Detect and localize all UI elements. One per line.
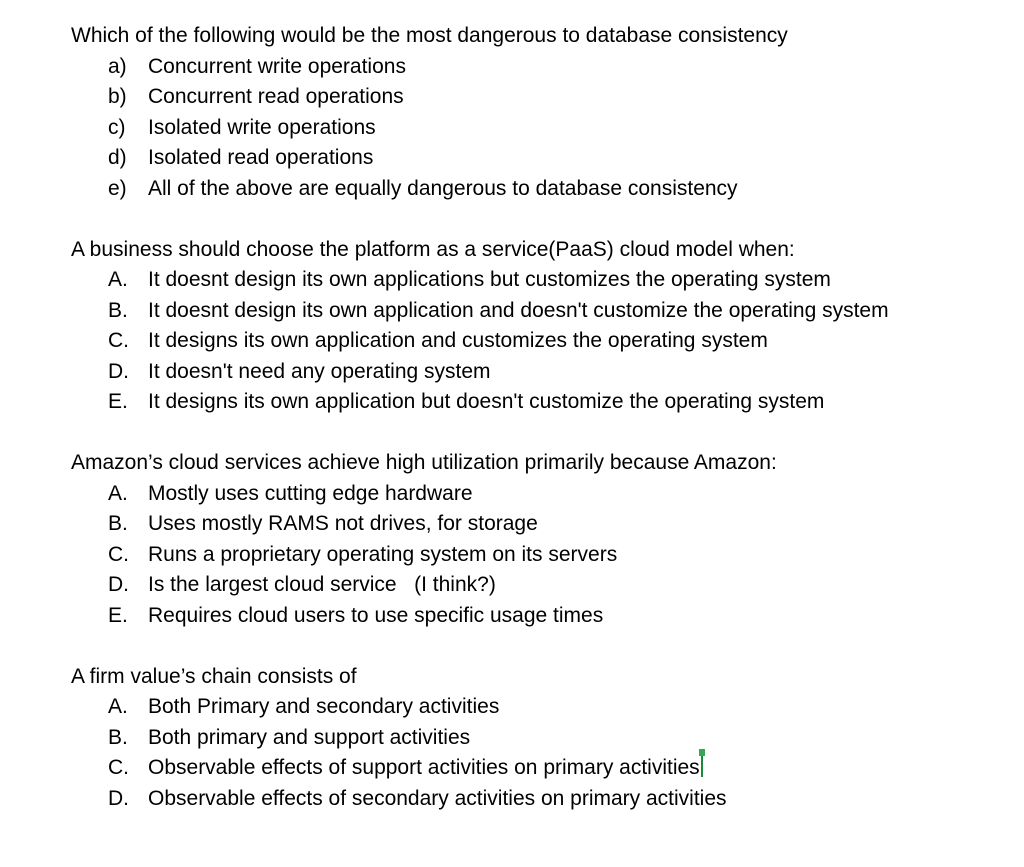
option-letter: d) [108,146,127,169]
question-text: Amazon’s cloud services achieve high utilization primarily because Amazon: [71,451,777,474]
list-item [71,723,1024,754]
option-letter: E. [108,390,128,413]
option-text: Observable effects of secondary activities on primary activities [148,786,727,810]
option-letter: C. [108,329,129,352]
option-text: Requires cloud users to use specific usage times [148,603,604,627]
question-text: A firm value’s chain consists of [71,664,357,688]
option-text: It doesnt design its own application and doesn't customize the operating system [148,298,889,322]
list-item [71,753,1024,784]
option-letter: B. [108,512,128,535]
list-item [71,509,1024,540]
list-item [71,570,1024,601]
option-letter: b) [108,85,127,108]
option-text: Isolated write operations [148,115,376,139]
list-item [71,296,1024,327]
list-item [71,601,1024,632]
option-text: It designs its own application but doesn't customize the operating system [148,390,825,413]
list-item [71,479,1024,510]
option-list [71,479,1024,632]
option-text: It designs its own application and customizes the operating system [148,329,768,352]
question-text: Which of the following would be the most dangerous to database consistency [71,24,788,47]
option-letter: D. [108,359,129,383]
option-text: Concurrent write operations [148,54,406,78]
option-text: Concurrent read operations [148,85,404,108]
question-4 [71,662,1024,815]
question-3 [71,448,1024,631]
option-text: Runs a proprietary operating system on its servers [148,542,618,566]
option-text: Isolated read operations [148,146,374,169]
option-text: Both primary and support activities [148,725,471,749]
option-letter: B. [108,725,128,749]
option-text: It doesn't need any operating system [148,359,491,383]
list-item [71,265,1024,296]
option-list [71,265,1024,418]
option-letter: c) [108,115,126,139]
option-letter: C. [108,756,129,779]
list-item [71,113,1024,144]
option-letter: D. [108,573,129,596]
option-text: Is the largest cloud service (I think?) [148,573,496,596]
option-list [71,692,1024,814]
list-item [71,357,1024,388]
option-letter: B. [108,298,128,322]
option-text-with-cursor [148,753,703,784]
list-item [71,692,1024,723]
option-letter: C. [108,542,129,566]
list-item [71,143,1024,174]
option-text: It doesnt design its own applications but customizes the operating system [148,268,831,291]
list-item [71,784,1024,815]
option-text: Uses mostly RAMS not drives, for storage [148,512,538,535]
list-item [71,174,1024,205]
option-list [71,52,1024,205]
option-text: Mostly uses cutting edge hardware [148,481,473,505]
list-item [71,82,1024,113]
text-cursor-icon [701,755,703,777]
option-letter: E. [108,603,128,627]
option-letter: A. [108,268,128,291]
list-item [71,540,1024,571]
list-item [71,326,1024,357]
option-text: Observable effects of support activities on primary activities [148,756,700,779]
option-letter: D. [108,786,129,810]
option-text: All of the above are equally dangerous to database consistency [148,176,738,200]
question-2 [71,235,1024,418]
question-1 [71,21,1024,204]
option-letter: a) [108,54,127,78]
question-text: A business should choose the platform as a service(PaaS) cloud model when: [71,237,795,261]
list-item [71,52,1024,83]
option-text: Both Primary and secondary activities [148,695,500,718]
option-letter: A. [108,481,128,505]
list-item [71,387,1024,418]
option-letter: A. [108,695,128,718]
option-letter: e) [108,176,127,200]
